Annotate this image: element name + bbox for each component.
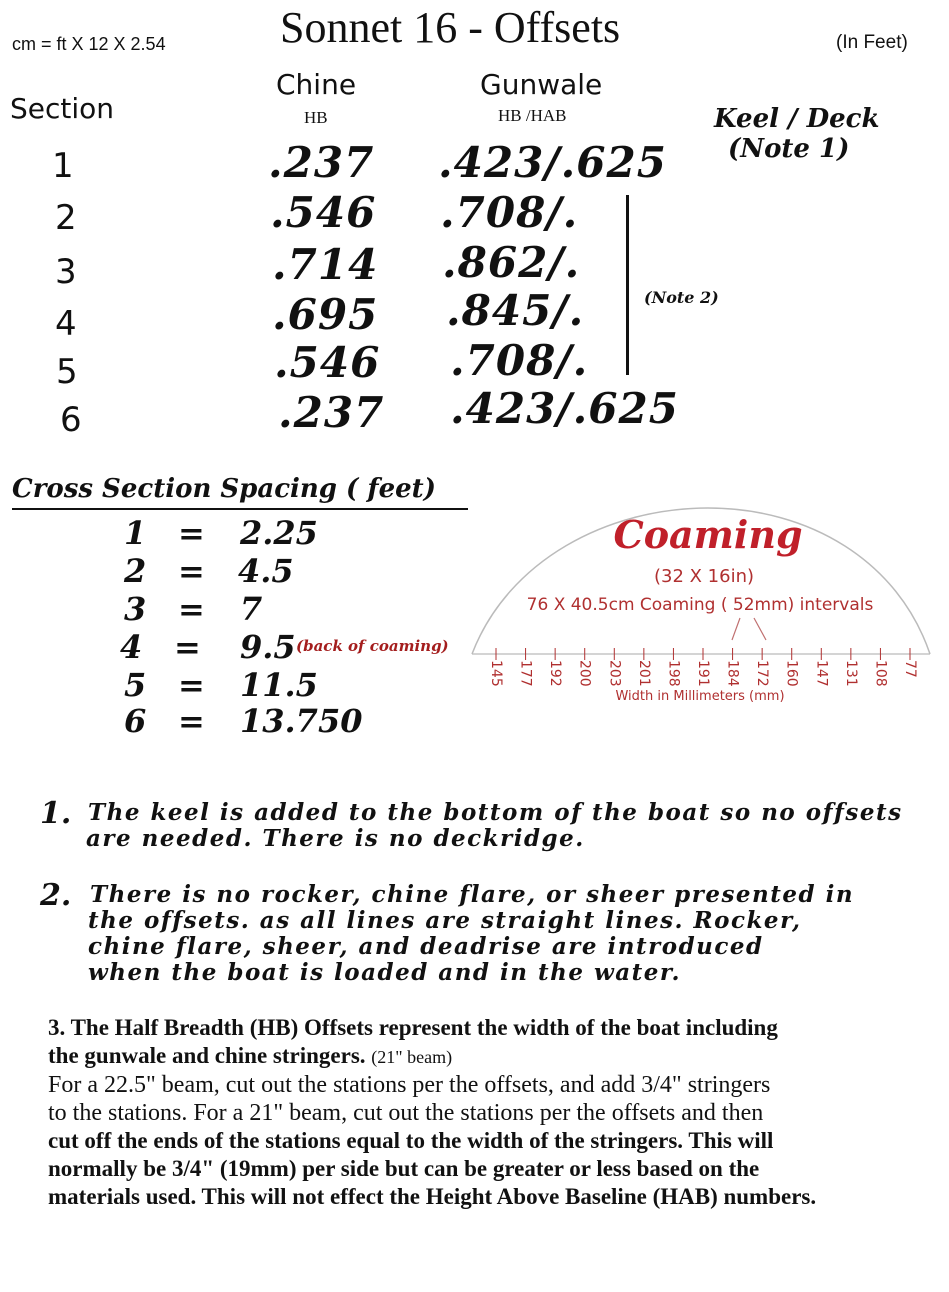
page-title: Sonnet 16 - Offsets xyxy=(280,3,621,52)
chine-header: Chine xyxy=(276,68,357,101)
spacing-number: 1 xyxy=(124,514,147,552)
chine-subheader: HB xyxy=(304,108,328,127)
coaming-title: Coaming xyxy=(613,512,803,557)
spacing-title-underline xyxy=(12,508,468,510)
spacing-equals: = xyxy=(178,666,205,704)
note2-bracket xyxy=(626,195,629,375)
section-number: 4 xyxy=(55,304,77,344)
gunwale-header: Gunwale xyxy=(480,68,603,101)
note3-line xyxy=(48,1014,928,1042)
note1-line: are needed. There is no deckridge. xyxy=(86,825,585,852)
spacing-value: 13.750 xyxy=(240,702,363,740)
coaming-width-label: 172 xyxy=(754,660,771,687)
gunwale-value: .423/.625 xyxy=(438,138,667,187)
section-number: 3 xyxy=(55,252,77,292)
spacing-equals: = xyxy=(178,590,205,628)
coaming-width-label: 200 xyxy=(576,660,593,687)
coaming-width-label: 147 xyxy=(813,660,830,687)
coaming-width-label: 184 xyxy=(724,660,741,687)
coaming-size: (32 X 16in) xyxy=(653,566,755,587)
spacing-number: 6 xyxy=(124,702,147,740)
note1-number: 1. xyxy=(40,796,72,831)
spacing-equals: = xyxy=(174,628,201,666)
note3-heading: 3. The Half Breadth (HB) Offsets represent the width of the boat including xyxy=(48,1015,778,1040)
spacing-value: 11.5 xyxy=(240,666,318,704)
gunwale-subheader: HB /HAB xyxy=(498,106,567,125)
note2-line: chine flare, sheer, and deadrise are introduced xyxy=(88,933,764,960)
note3-heading-cont: the gunwale and chine stringers. xyxy=(48,1043,366,1068)
coaming-width-label: 191 xyxy=(695,660,711,687)
note1-line: The keel is added to the bottom of the boat so no offsets xyxy=(88,799,903,826)
coaming-width-label: 77 xyxy=(902,660,918,678)
spacing-title: Cross Section Spacing ( feet) xyxy=(12,474,436,504)
note3-block xyxy=(48,1014,928,1211)
note3-bold-line: cut off the ends of the stations equal to the width of the stringers. This will xyxy=(48,1128,774,1153)
spacing-value: 4.5 xyxy=(238,552,294,590)
note3-line xyxy=(48,1042,928,1071)
back-of-coaming-note: (back of coaming) xyxy=(296,637,449,655)
note3-bold-line: materials used. This will not effect the Height Above Baseline (HAB) numbers. xyxy=(48,1184,817,1209)
units-label: (In Feet) xyxy=(836,32,908,53)
note2-tag: (Note 2) xyxy=(644,288,719,307)
coaming-pointer-left xyxy=(732,618,740,640)
chine-value: .546 xyxy=(274,338,381,387)
note2-line: the offsets. as all lines are straight lines. Rocker, xyxy=(88,907,802,934)
keel-deck-note: (Note 1) xyxy=(728,134,850,164)
note3-beam: (21" beam) xyxy=(371,1047,453,1067)
coaming-width-label: 177 xyxy=(517,660,534,687)
gunwale-value: .423/.625 xyxy=(450,384,679,433)
coaming-axis-label: Width in Millimeters (mm) xyxy=(615,689,785,704)
conversion-formula: cm = ft X 12 X 2.54 xyxy=(12,34,166,54)
coaming-width-label: 201 xyxy=(635,660,652,687)
spacing-number: 5 xyxy=(124,666,147,704)
spacing-value: 7 xyxy=(240,590,263,628)
chine-value: .237 xyxy=(268,138,375,187)
gunwale-value: .708/. xyxy=(450,336,589,385)
chine-value: .237 xyxy=(278,388,385,437)
section-number: 5 xyxy=(56,352,78,392)
coaming-width-label: 192 xyxy=(547,660,564,687)
spacing-value: 9.5 xyxy=(240,628,296,666)
note3-bold-line: normally be 3/4" (19mm) per side but can be greater or less based on the xyxy=(48,1156,760,1181)
coaming-width-label: 160 xyxy=(783,660,800,687)
coaming-pointer-right xyxy=(754,618,766,640)
gunwale-value: .708/. xyxy=(440,188,579,237)
note3-line xyxy=(48,1183,928,1211)
coaming-width-label: 203 xyxy=(606,660,623,687)
note3-line: to the stations. For a 21" beam, cut out the stations per the offsets and then xyxy=(48,1100,764,1126)
keel-deck-header xyxy=(714,104,880,164)
coaming-diagram xyxy=(468,500,938,710)
coaming-metric: 76 X 40.5cm Coaming ( 52mm) intervals xyxy=(526,595,874,615)
coaming-width-label: 145 xyxy=(488,660,504,687)
note3-line xyxy=(48,1155,928,1183)
coaming-width-label: 108 xyxy=(872,660,889,687)
chine-value: .695 xyxy=(272,290,379,339)
note3-line xyxy=(48,1127,928,1155)
spacing-equals: = xyxy=(178,702,205,740)
note2-line: There is no rocker, chine flare, or sheer presented in xyxy=(90,881,855,908)
section-header: Section xyxy=(10,92,115,125)
spacing-value: 2.25 xyxy=(240,514,318,552)
note2-line: when the boat is loaded and in the water. xyxy=(88,959,681,986)
gunwale-value: .862/. xyxy=(442,238,581,287)
chine-value: .714 xyxy=(272,240,379,289)
coaming-width-label: 131 xyxy=(842,660,859,687)
section-number: 2 xyxy=(55,198,77,238)
spacing-equals: = xyxy=(178,552,205,590)
spacing-number: 4 xyxy=(120,628,143,666)
gunwale-value: .845/. xyxy=(446,286,585,335)
spacing-number: 2 xyxy=(124,552,147,590)
note3-line: For a 22.5" beam, cut out the stations per the offsets, and add 3/4" stringers xyxy=(48,1072,771,1098)
chine-value: .546 xyxy=(270,188,377,237)
keel-deck-label: Keel / Deck xyxy=(714,104,880,134)
spacing-equals: = xyxy=(178,514,205,552)
note2-number: 2. xyxy=(40,878,72,913)
section-number: 1 xyxy=(52,146,74,186)
section-number: 6 xyxy=(60,400,82,440)
spacing-number: 3 xyxy=(124,590,147,628)
coaming-width-label: 198 xyxy=(665,660,682,687)
